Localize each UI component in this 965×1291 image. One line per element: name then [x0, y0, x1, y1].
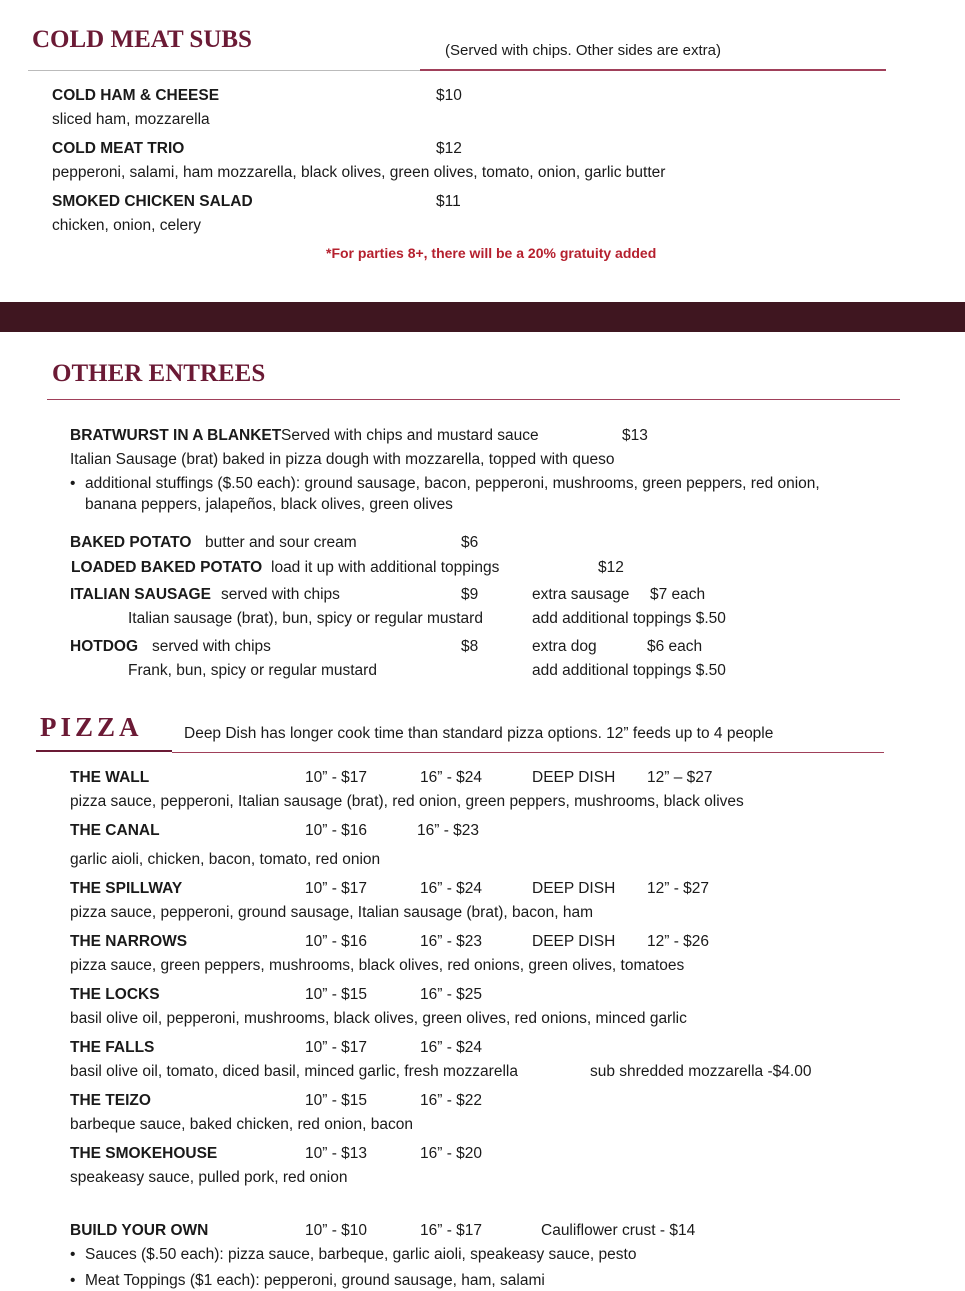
- menu-item-desc: Italian Sausage (brat) baked in pizza dough with mozzarella, topped with queso: [70, 451, 615, 468]
- pizza-price-10: 10” - $17: [305, 1039, 368, 1056]
- menu-item-desc: Frank, bun, spicy or regular mustard: [128, 662, 377, 679]
- pizza-price-16: 16” - $17: [420, 1222, 483, 1239]
- pizza-price-10: 10” - $16: [305, 933, 368, 950]
- pizza-price-16: 16” - $22: [420, 1092, 483, 1109]
- pizza-price-10: 10” - $17: [305, 880, 368, 897]
- pizza-sub-option: sub shredded mozzarella -$4.00: [590, 1063, 812, 1080]
- pizza-price-10: 10” - $13: [305, 1145, 368, 1162]
- bullet-icon: •: [70, 1272, 76, 1289]
- menu-item-toppings: add additional toppings $.50: [532, 662, 726, 679]
- menu-item-name: ITALIAN SAUSAGE: [70, 586, 211, 603]
- pizza-desc: pizza sauce, pepperoni, Italian sausage (brat), red onion, green peppers, mushrooms, black olives: [70, 793, 744, 810]
- menu-item-price: $12: [436, 140, 462, 157]
- menu-item-extra-price: $6 each: [647, 638, 703, 655]
- cauliflower-crust-price: Cauliflower crust - $14: [541, 1222, 696, 1239]
- menu-item-name: LOADED BAKED POTATO: [71, 559, 263, 576]
- menu-item-price: $10: [436, 87, 462, 104]
- menu-item-served: served with chips: [221, 586, 340, 603]
- pizza-bullet: Sauces ($.50 each): pizza sauce, barbeque, garlic aioli, speakeasy sauce, pesto: [85, 1246, 637, 1263]
- pizza-name: THE FALLS: [70, 1039, 155, 1056]
- menu-item-bullet: additional stuffings ($.50 each): ground sausage, bacon, pepperoni, mushrooms, green peppers, red onion,: [85, 475, 820, 492]
- menu-item-served: Served with chips and mustard sauce: [281, 427, 539, 444]
- menu-item-extra: extra dog: [532, 638, 597, 655]
- pizza-price-10: 10” - $16: [305, 822, 368, 839]
- divider: [47, 399, 900, 400]
- pizza-name: THE WALL: [70, 769, 150, 786]
- deep-dish-label: DEEP DISH: [532, 769, 616, 786]
- menu-item-price: $12: [598, 559, 624, 576]
- pizza-price-16: 16” - $24: [420, 1039, 483, 1056]
- gratuity-note: *For parties 8+, there will be a 20% gratuity added: [326, 245, 657, 261]
- pizza-subtitle: Deep Dish has longer cook time than standard pizza options. 12” feeds up to 4 people: [184, 725, 774, 742]
- cold-subs-title: COLD MEAT SUBS: [32, 26, 252, 53]
- pizza-price-10: 10” - $17: [305, 769, 368, 786]
- pizza-desc: basil olive oil, pepperoni, mushrooms, black olives, green olives, red onions, minced garlic: [70, 1010, 687, 1027]
- menu-item-price: $13: [622, 427, 648, 444]
- pizza-desc: pizza sauce, green peppers, mushrooms, black olives, red onions, green olives, tomatoes: [70, 957, 685, 974]
- pizza-desc: garlic aioli, chicken, bacon, tomato, red onion: [70, 851, 381, 868]
- bullet-icon: •: [70, 475, 76, 492]
- menu-item-served: served with chips: [152, 638, 271, 655]
- deep-dish-label: DEEP DISH: [532, 880, 616, 897]
- pizza-name: THE SPILLWAY: [70, 880, 183, 897]
- menu-item-price: $8: [461, 638, 479, 655]
- menu-item-name: SMOKED CHICKEN SALAD: [52, 193, 253, 210]
- pizza-name: THE CANAL: [70, 822, 160, 839]
- menu-item-toppings: add additional toppings $.50: [532, 610, 726, 627]
- pizza-price-12: 12” - $27: [647, 880, 710, 897]
- menu-item-price: $6: [461, 534, 479, 551]
- cold-subs-subtitle: (Served with chips. Other sides are extra): [445, 42, 721, 59]
- menu-item-desc: sliced ham, mozzarella: [52, 111, 210, 128]
- menu-item-desc: load it up with additional toppings: [271, 559, 500, 576]
- entrees-title: OTHER ENTREES: [52, 360, 266, 387]
- pizza-name: BUILD YOUR OWN: [70, 1222, 209, 1239]
- pizza-name: THE TEIZO: [70, 1092, 151, 1109]
- pizza-name: THE LOCKS: [70, 986, 160, 1003]
- pizza-price-16: 16” - $23: [417, 822, 480, 839]
- menu-item-desc: Italian sausage (brat), bun, spicy or regular mustard: [128, 610, 483, 627]
- pizza-title: PIZZA: [40, 712, 143, 742]
- divider: [36, 750, 172, 752]
- pizza-price-10: 10” - $10: [305, 1222, 368, 1239]
- menu-item-extra: extra sausage: [532, 586, 630, 603]
- menu-item-desc: chicken, onion, celery: [52, 217, 202, 234]
- pizza-desc: basil olive oil, tomato, diced basil, minced garlic, fresh mozzarella: [70, 1063, 518, 1080]
- menu-item-name: HOTDOG: [70, 638, 139, 655]
- pizza-desc: speakeasy sauce, pulled pork, red onion: [70, 1169, 348, 1186]
- pizza-price-16: 16” - $25: [420, 986, 483, 1003]
- pizza-price-12: 12” – $27: [647, 769, 713, 786]
- pizza-price-12: 12” - $26: [647, 933, 710, 950]
- pizza-price-10: 10” - $15: [305, 986, 368, 1003]
- divider: [420, 69, 886, 71]
- pizza-desc: barbeque sauce, baked chicken, red onion, bacon: [70, 1116, 413, 1133]
- pizza-price-16: 16” - $23: [420, 933, 483, 950]
- menu-item-bullet: banana peppers, jalapeños, black olives, green olives: [85, 496, 453, 513]
- pizza-price-16: 16” - $20: [420, 1145, 483, 1162]
- menu-item-name: COLD HAM & CHEESE: [52, 87, 220, 104]
- bullet-icon: •: [70, 1246, 76, 1263]
- menu-item-name: BAKED POTATO: [70, 534, 192, 551]
- pizza-price-16: 16” - $24: [420, 880, 483, 897]
- menu-item-name: BRATWURST IN A BLANKET: [70, 427, 282, 444]
- menu-item-price: $11: [436, 193, 461, 210]
- menu-item-desc: pepperoni, salami, ham mozzarella, black olives, green olives, tomato, onion, garlic butter: [52, 164, 666, 181]
- menu-item-desc: butter and sour cream: [205, 534, 357, 551]
- menu-item-price: $9: [461, 586, 479, 603]
- section-band: [0, 302, 965, 332]
- pizza-name: THE SMOKEHOUSE: [70, 1145, 218, 1162]
- pizza-desc: pizza sauce, pepperoni, ground sausage, Italian sausage (brat), bacon, ham: [70, 904, 594, 921]
- divider: [28, 70, 420, 71]
- menu-item-name: COLD MEAT TRIO: [52, 140, 185, 157]
- deep-dish-label: DEEP DISH: [532, 933, 616, 950]
- divider: [172, 752, 884, 753]
- pizza-bullet: Meat Toppings ($1 each): pepperoni, ground sausage, ham, salami: [85, 1272, 545, 1289]
- pizza-price-10: 10” - $15: [305, 1092, 368, 1109]
- menu-item-extra-price: $7 each: [650, 586, 706, 603]
- pizza-price-16: 16” - $24: [420, 769, 483, 786]
- pizza-name: THE NARROWS: [70, 933, 188, 950]
